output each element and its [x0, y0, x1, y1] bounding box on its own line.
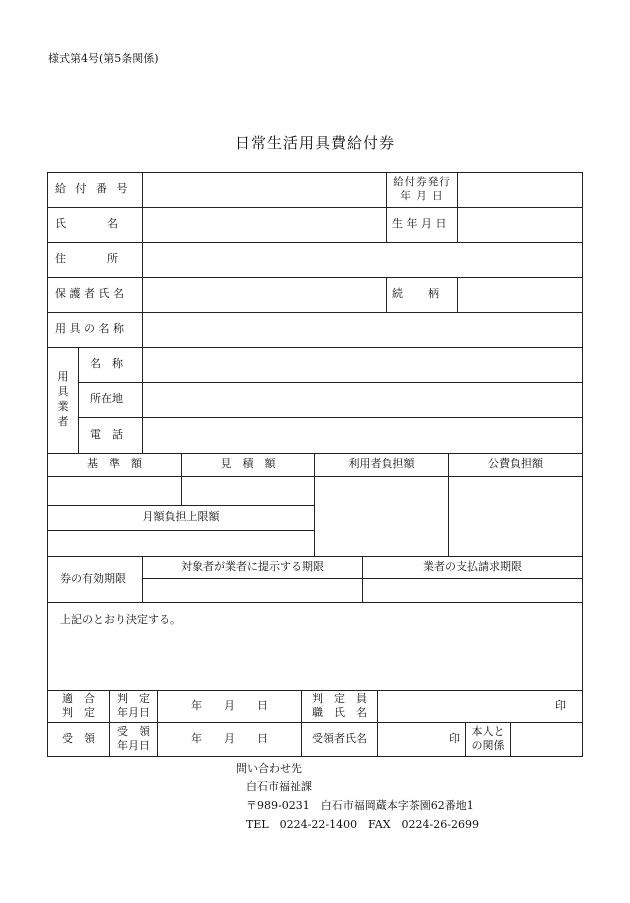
relation-field[interactable]	[511, 722, 582, 756]
address-field[interactable]	[143, 242, 582, 277]
billing-deadline-header: 業者の支払請求期限	[423, 559, 522, 573]
name-field[interactable]	[143, 207, 386, 242]
relationship-label: 続 柄	[392, 287, 440, 301]
judge-label	[302, 690, 377, 722]
validity-period-label: 券の有効期限	[60, 571, 126, 585]
contact-phone-fax: TEL 0224-22-1400 FAX 0224-26-2699	[246, 818, 479, 831]
vendor-label	[48, 347, 78, 453]
contact-heading: 問い合わせ先	[236, 762, 302, 775]
equipment-name-field[interactable]	[143, 312, 582, 347]
judge-name-field[interactable]	[378, 690, 582, 722]
judge-label-text: 判 定 員 職 氏 名	[312, 692, 367, 719]
vendor-name-field[interactable]	[143, 347, 582, 382]
decision-text: 上記のとおり決定する。	[60, 613, 181, 626]
vendor-phone-label: 電 話	[90, 427, 123, 441]
issue-date-field[interactable]	[458, 172, 582, 207]
eligibility-label-text: 適 合 判 定	[62, 692, 95, 719]
guardian-name-label: 保 護 者 氏 名	[55, 287, 124, 301]
relation-label	[466, 722, 510, 756]
contact-department: 白石市福祉課	[246, 780, 312, 793]
vendor-phone-field[interactable]	[143, 417, 582, 453]
presentation-deadline-field[interactable]	[143, 579, 362, 602]
address-label: 住 所	[55, 252, 120, 266]
receipt-label: 受 領	[62, 731, 95, 745]
guardian-name-field[interactable]	[143, 277, 386, 312]
receipt-date-field[interactable]: 年 月 日	[191, 731, 268, 745]
standard-amount-header: 基 準 額	[87, 457, 142, 471]
birth-date-field[interactable]	[458, 207, 582, 242]
decision-date-label-text: 判 定 年月日	[117, 692, 150, 719]
benefit-number-label: 給 付 番 号	[55, 182, 131, 196]
equipment-name-label: 用 具 の 名 称	[55, 322, 124, 336]
benefit-number-field[interactable]	[143, 172, 386, 207]
birth-date-label: 生 年 月 日	[392, 217, 447, 231]
billing-deadline-field[interactable]	[363, 579, 582, 602]
form-number: 様式第4号(第5条関係)	[48, 52, 159, 65]
relationship-field[interactable]	[458, 277, 582, 312]
user-burden-header: 利用者負担額	[348, 457, 415, 471]
estimate-field[interactable]	[182, 477, 314, 505]
relation-label-text: 本人と の関係	[471, 725, 505, 752]
page-title: 日常生活用具費給付券	[234, 134, 395, 152]
receipt-date-label	[110, 722, 157, 756]
vendor-location-label: 所在地	[90, 392, 123, 406]
vendor-label-text: 用 具 業 者	[57, 370, 69, 428]
issue-date-label-text: 給付券発行 年 月 日	[393, 175, 451, 202]
presentation-deadline-header: 対象者が業者に提示する期限	[181, 559, 324, 573]
decision-date-field[interactable]: 年 月 日	[191, 698, 268, 712]
vendor-name-label: 名 称	[90, 357, 123, 371]
judge-seal: 印	[555, 698, 566, 712]
decision-date-label	[110, 690, 157, 722]
issue-date-label	[387, 172, 457, 207]
eligibility-label	[48, 690, 109, 722]
public-burden-field[interactable]	[449, 477, 582, 556]
vendor-location-field[interactable]	[143, 382, 582, 417]
standard-amount-field[interactable]	[48, 477, 181, 505]
name-label: 氏 名	[55, 217, 120, 231]
user-burden-field[interactable]	[315, 477, 448, 556]
receipt-date-label-text: 受 領 年月日	[117, 725, 150, 752]
contact-address: 〒989-0231 白石市福岡蔵本字茶園62番地1	[246, 799, 474, 812]
estimate-header: 見 積 額	[220, 457, 276, 471]
receiver-seal: 印	[449, 731, 460, 745]
monthly-limit-header: 月額負担上限額	[142, 510, 220, 524]
public-burden-header: 公費負担額	[488, 457, 543, 471]
monthly-limit-field[interactable]	[48, 531, 314, 556]
receiver-name-label: 受領者氏名	[312, 731, 367, 745]
